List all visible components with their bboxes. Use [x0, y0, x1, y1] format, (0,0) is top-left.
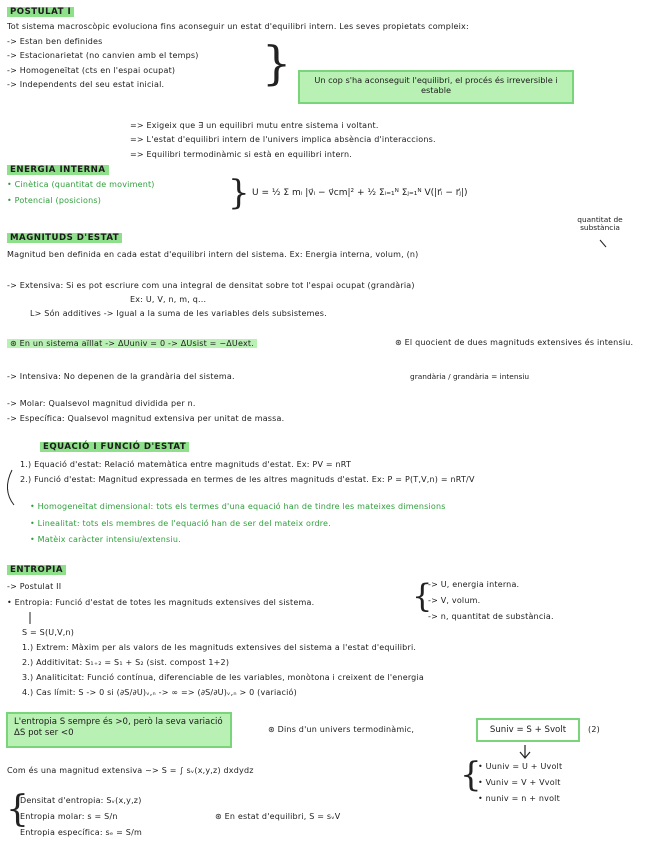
entropia-univ-num: (2)	[588, 725, 600, 734]
magnituds-extensiva: -> Extensiva: Si es pot escriure com una integral de densitat sobre tot l'espai ocupat (grandària)	[7, 281, 415, 290]
energia-item: • Cinètica (quantitat de moviment)	[7, 180, 155, 189]
postulat1-intro: Tot sistema macroscòpic evoluciona fins aconseguir un estat d'equilibri intern. Les seves propietats compleix:	[7, 22, 469, 31]
entropia-postulat: -> Postulat II	[7, 582, 62, 591]
equacio-title: EQUACIÓ I FUNCIÓ D'ESTAT	[40, 443, 189, 453]
energia-formula: U = ½ Σ mᵢ |v⃗ᵢ − v⃗cm|² + ½ Σᵢ₌₁ᴺ Σⱼ₌₁ᴺ V(|r⃗ᵢ − r⃗ⱼ|)	[252, 188, 468, 198]
entropia-equil: ⊛ En estat d'equilibri, S = sᵥV	[215, 812, 341, 821]
postulat1-box: Un cop s'ha aconseguit l'equilibri, el procés és irreversible i estable	[298, 70, 574, 104]
equacio-prop: • Matèix caràcter intensiu/extensiu.	[30, 535, 181, 544]
equacio-item: 1.) Equació d'estat: Relació matemàtica entre magnituds d'estat. Ex: PV = nRT	[20, 460, 352, 469]
curved-arrow-icon	[7, 470, 14, 505]
entropia-extensiva: Com és una magnitud extensiva ~> S = ∫ sᵥ(x,y,z) dxdydz	[7, 766, 254, 775]
entropia-var: -> n, quantitat de substància.	[428, 612, 554, 621]
entropia-univ-box: Suniv = S + Svolt	[476, 718, 580, 742]
magnituds-aillat: ⊛ En un sistema aïllat -> ΔUuniv = 0 -> ΔUsist = −ΔUext.	[7, 339, 257, 348]
postulat1-item: -> Estacionarietat (no canvien amb el temps)	[7, 51, 199, 60]
entropia-sum: • Uuniv = U + Uvolt	[478, 762, 563, 771]
magnituds-quocient2: grandària / grandària = intensiu	[410, 372, 530, 381]
magnituds-def: Magnitud ben definida en cada estat d'equilibri intern del sistema. Ex: Energia interna, volum, (n)	[7, 250, 419, 259]
brace-icon: {	[6, 789, 29, 830]
energia-item: • Potencial (posicions)	[7, 196, 102, 205]
postulat1-item: -> Homogeneïtat (cts en l'espai ocupat)	[7, 66, 176, 75]
equacio-item: 2.) Funció d'estat: Magnitud expressada en termes de les altres magnituds d'estat. Ex: P = P(T,V,n) = nRT/V	[20, 475, 475, 484]
energia-title: ENERGIA INTERNA	[7, 166, 109, 176]
entropia-prop: 2.) Additivitat: S₁₊₂ = S₁ + S₂ (sist. compost 1+2)	[22, 658, 230, 667]
entropia-prop: 3.) Analiticitat: Funció contínua, diferenciable de les variables, monòtona i creixent de l'energia	[22, 673, 424, 682]
entropia-s: S = S(U,V,n)	[22, 628, 75, 637]
postulat1-arrow: => Exigeix que ∃ un equilibri mutu entre sistema i voltant.	[130, 121, 379, 130]
entropia-prop: 1.) Extrem: Màxim per als valors de les magnituds extensives del sistema a l'estat d'equilibri.	[22, 643, 417, 652]
magnituds-molar: -> Molar: Qualsevol magnitud dividida per n.	[7, 399, 196, 408]
entropia-title: ENTROPIA	[7, 566, 66, 576]
magnituds-ex: Ex: U, V, n, m, q...	[130, 295, 207, 304]
postulat1-arrow: => Equilibri termodinàmic si està en equilibri intern.	[130, 150, 353, 159]
postulat1-arrow: => L'estat d'equilibri intern de l'univers implica absència d'interaccions.	[130, 135, 436, 144]
brace-icon: {	[460, 755, 482, 795]
postulat1-item: -> Estan ben definides	[7, 37, 103, 46]
entropia-sum: • nuniv = n + nvolt	[478, 794, 560, 803]
magnituds-quocient: ⊛ El quocient de dues magnituds extensives és intensiu.	[395, 338, 634, 347]
entropia-sum: • Vuniv = V + Vvolt	[478, 778, 561, 787]
entropia-def: • Entropia: Funció d'estat de totes les magnituds extensives del sistema.	[7, 598, 315, 607]
brace-icon: }	[228, 173, 250, 213]
entropia-dens: Entropia molar: s = S/n	[20, 812, 118, 821]
entropia-var: -> U, energia interna.	[428, 580, 520, 589]
entropia-univers: ⊛ Dins d'un univers termodinàmic,	[268, 725, 415, 734]
magnituds-title: MAGNITUDS D'ESTAT	[7, 234, 122, 244]
entropia-prop: 4.) Cas límit: S -> 0 si (∂S/∂U)ᵥ,ₙ -> ∞ => (∂S/∂U)ᵥ,ₙ > 0 (variació)	[22, 688, 297, 697]
pointer-arrow-icon	[600, 240, 606, 247]
magnituds-additives: L> Són additives -> Igual a la suma de les variables dels subsistemes.	[30, 309, 327, 318]
entropia-dens: Entropia específica: sₑ = S/m	[20, 828, 142, 837]
postulat1-title: POSTULAT I	[7, 8, 74, 18]
magnituds-note: quantitat de substància	[577, 215, 623, 233]
entropia-box: L'entropia S sempre és >0, però la seva variació ΔS pot ser <0	[6, 712, 232, 748]
brace-icon: }	[262, 36, 292, 90]
postulat1-item: -> Independents del seu estat inicial.	[7, 80, 165, 89]
equacio-prop: • Linealitat: tots els membres de l'equació han de ser del mateix ordre.	[30, 519, 331, 528]
brace-icon: {	[412, 577, 433, 615]
entropia-var: -> V, volum.	[428, 596, 481, 605]
magnituds-intensiva: -> Intensiva: No depenen de la grandària del sistema.	[7, 372, 235, 381]
entropia-dens: Densitat d'entropia: Sᵥ(x,y,z)	[20, 796, 142, 805]
magnituds-especifica: -> Específica: Qualsevol magnitud extensiva per unitat de massa.	[7, 414, 285, 423]
equacio-prop: • Homogeneïtat dimensional: tots els termes d'una equació han de tindre les mateixes dimensions	[30, 502, 446, 511]
